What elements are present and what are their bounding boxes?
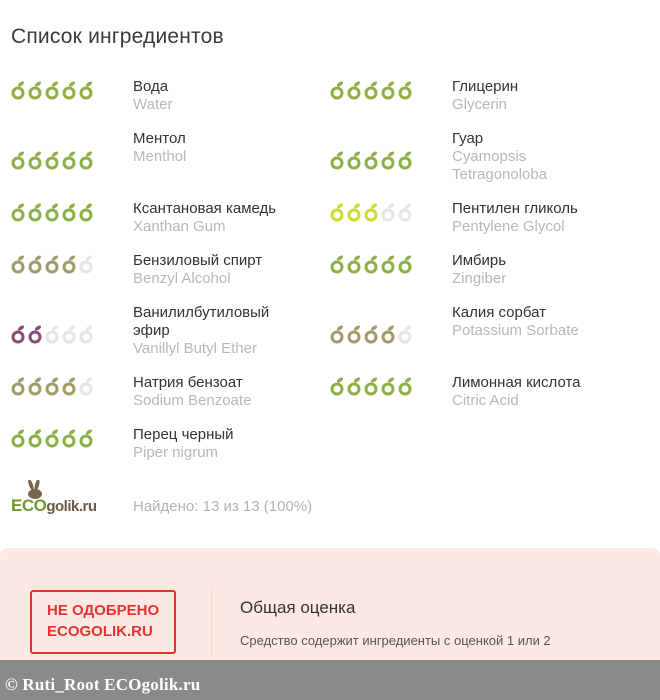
leaf-icon [79,80,94,100]
rating-icons [330,324,413,344]
ingredient-name-ru: Натрия бензоат [133,374,243,391]
leaf-icon [364,80,379,100]
rating-icons [11,376,94,396]
leaf-icon [11,376,26,396]
ingredient-name-ru: Лимонная кислота [452,374,581,391]
divider [211,586,212,656]
ingredient-name-ru: Перец черный [133,426,234,443]
rating-icons [11,324,94,344]
leaf-icon [62,376,77,396]
leaf-icon [347,376,362,396]
ingredient-name-ru: Глицерин [452,78,519,95]
rating-icons [330,80,413,100]
leaf-icon [398,80,413,100]
overall-rating-text: Средство содержит ингредиенты с оценкой 1 или 2 [240,633,551,648]
leaf-icon [11,254,26,274]
ingredient-name-ru: Пентилен гликоль [452,200,578,217]
leaf-icon [364,202,379,222]
ingredient-name-en: Citric Acid [452,392,519,409]
leaf-icon [45,202,60,222]
rating-icons [11,80,94,100]
leaf-icon [330,80,345,100]
leaf-icon [330,376,345,396]
leaf-icon [398,254,413,274]
ingredient-name-ru: Ванилилбутиловый эфир [133,304,270,339]
stamp-line-2: ECOGOLIK.RU [47,623,153,640]
leaf-icon [28,376,43,396]
leaf-icon [28,80,43,100]
leaf-icon [62,80,77,100]
ingredient-name-ru: Вода [133,78,169,95]
leaf-icon [28,202,43,222]
leaf-icon [347,254,362,274]
ingredient-name-ru: Имбирь [452,252,507,269]
leaf-icon [45,324,60,344]
rating-icons [330,202,413,222]
leaf-icon [398,324,413,344]
ecogolik-logo[interactable] [11,480,121,520]
leaf-icon [45,376,60,396]
logo-rest-text: golik.ru [46,498,97,515]
rating-icons [11,202,94,222]
leaf-icon [381,324,396,344]
leaf-icon [79,428,94,448]
found-count: Найдено: 13 из 13 (100%) [133,498,313,515]
leaf-icon [381,80,396,100]
page-title: Список ингредиентов [11,25,224,48]
leaf-icon [381,150,396,170]
leaf-icon [398,202,413,222]
leaf-icon [11,80,26,100]
leaf-icon [381,202,396,222]
leaf-icon [364,254,379,274]
rating-icons [330,150,413,170]
ingredient-name-ru: Ментол [133,130,186,147]
leaf-icon [347,202,362,222]
leaf-icon [45,254,60,274]
leaf-icon [347,150,362,170]
leaf-icon [62,324,77,344]
leaf-icon [45,80,60,100]
leaf-icon [330,254,345,274]
watermark: © Ruti_Root ECOgolik.ru [0,660,660,700]
stamp-line-1: НЕ ОДОБРЕНО [47,602,160,619]
ingredient-name-ru: Гуар [452,130,484,147]
leaf-icon [381,376,396,396]
results-footer [0,480,660,520]
leaf-icon [11,202,26,222]
ingredient-name-ru: Ксантановая камедь [133,200,277,217]
leaf-icon [62,254,77,274]
leaf-icon [381,254,396,274]
leaf-icon [62,150,77,170]
leaf-icon [79,254,94,274]
leaf-icon [11,150,26,170]
ingredient-name-en: Vanillyl Butyl Ether [133,340,257,357]
ingredient-name-en: Menthol [133,148,187,165]
leaf-icon [364,324,379,344]
leaf-icon [79,376,94,396]
rating-icons [11,150,94,170]
leaf-icon [79,324,94,344]
not-approved-stamp [30,590,176,654]
rating-icons [330,254,413,274]
leaf-icon [330,324,345,344]
leaf-icon [79,202,94,222]
ingredient-name-en: Glycerin [452,96,508,113]
leaf-icon [364,150,379,170]
leaf-icon [62,202,77,222]
leaf-icon [398,376,413,396]
ingredient-name-en: Pentylene Glycol [452,218,565,235]
ingredient-name-en: Zingiber [452,270,507,287]
leaf-icon [364,376,379,396]
ingredient-name-en: Sodium Benzoate [133,392,252,409]
rating-icons [11,254,94,274]
leaf-icon [28,428,43,448]
leaf-icon [11,428,26,448]
leaf-icon [347,324,362,344]
overall-rating-title: Общая оценка [240,598,356,617]
ingredient-name-en: Water [133,96,173,113]
leaf-icon [330,150,345,170]
ingredient-name-ru: Калия сорбат [452,304,546,321]
leaf-icon [347,80,362,100]
ingredient-name-en: Piper nigrum [133,444,219,461]
logo-eco-text: ECO [11,496,47,515]
leaf-icon [330,202,345,222]
ingredient-name-en: Benzyl Alcohol [133,270,231,287]
leaf-icon [79,150,94,170]
leaf-icon [45,428,60,448]
leaf-icon [28,324,43,344]
rating-icons [11,428,94,448]
ingredient-name-ru: Бензиловый спирт [133,252,263,269]
ingredient-name-en: Cyamopsis Tetragonoloba [452,148,548,183]
leaf-icon [45,150,60,170]
leaf-icon [11,324,26,344]
ingredient-name-en: Xanthan Gum [133,218,226,235]
rating-icons [330,376,413,396]
leaf-icon [398,150,413,170]
ingredient-name-en: Potassium Sorbate [452,322,579,339]
leaf-icon [62,428,77,448]
leaf-icon [28,254,43,274]
leaf-icon [28,150,43,170]
